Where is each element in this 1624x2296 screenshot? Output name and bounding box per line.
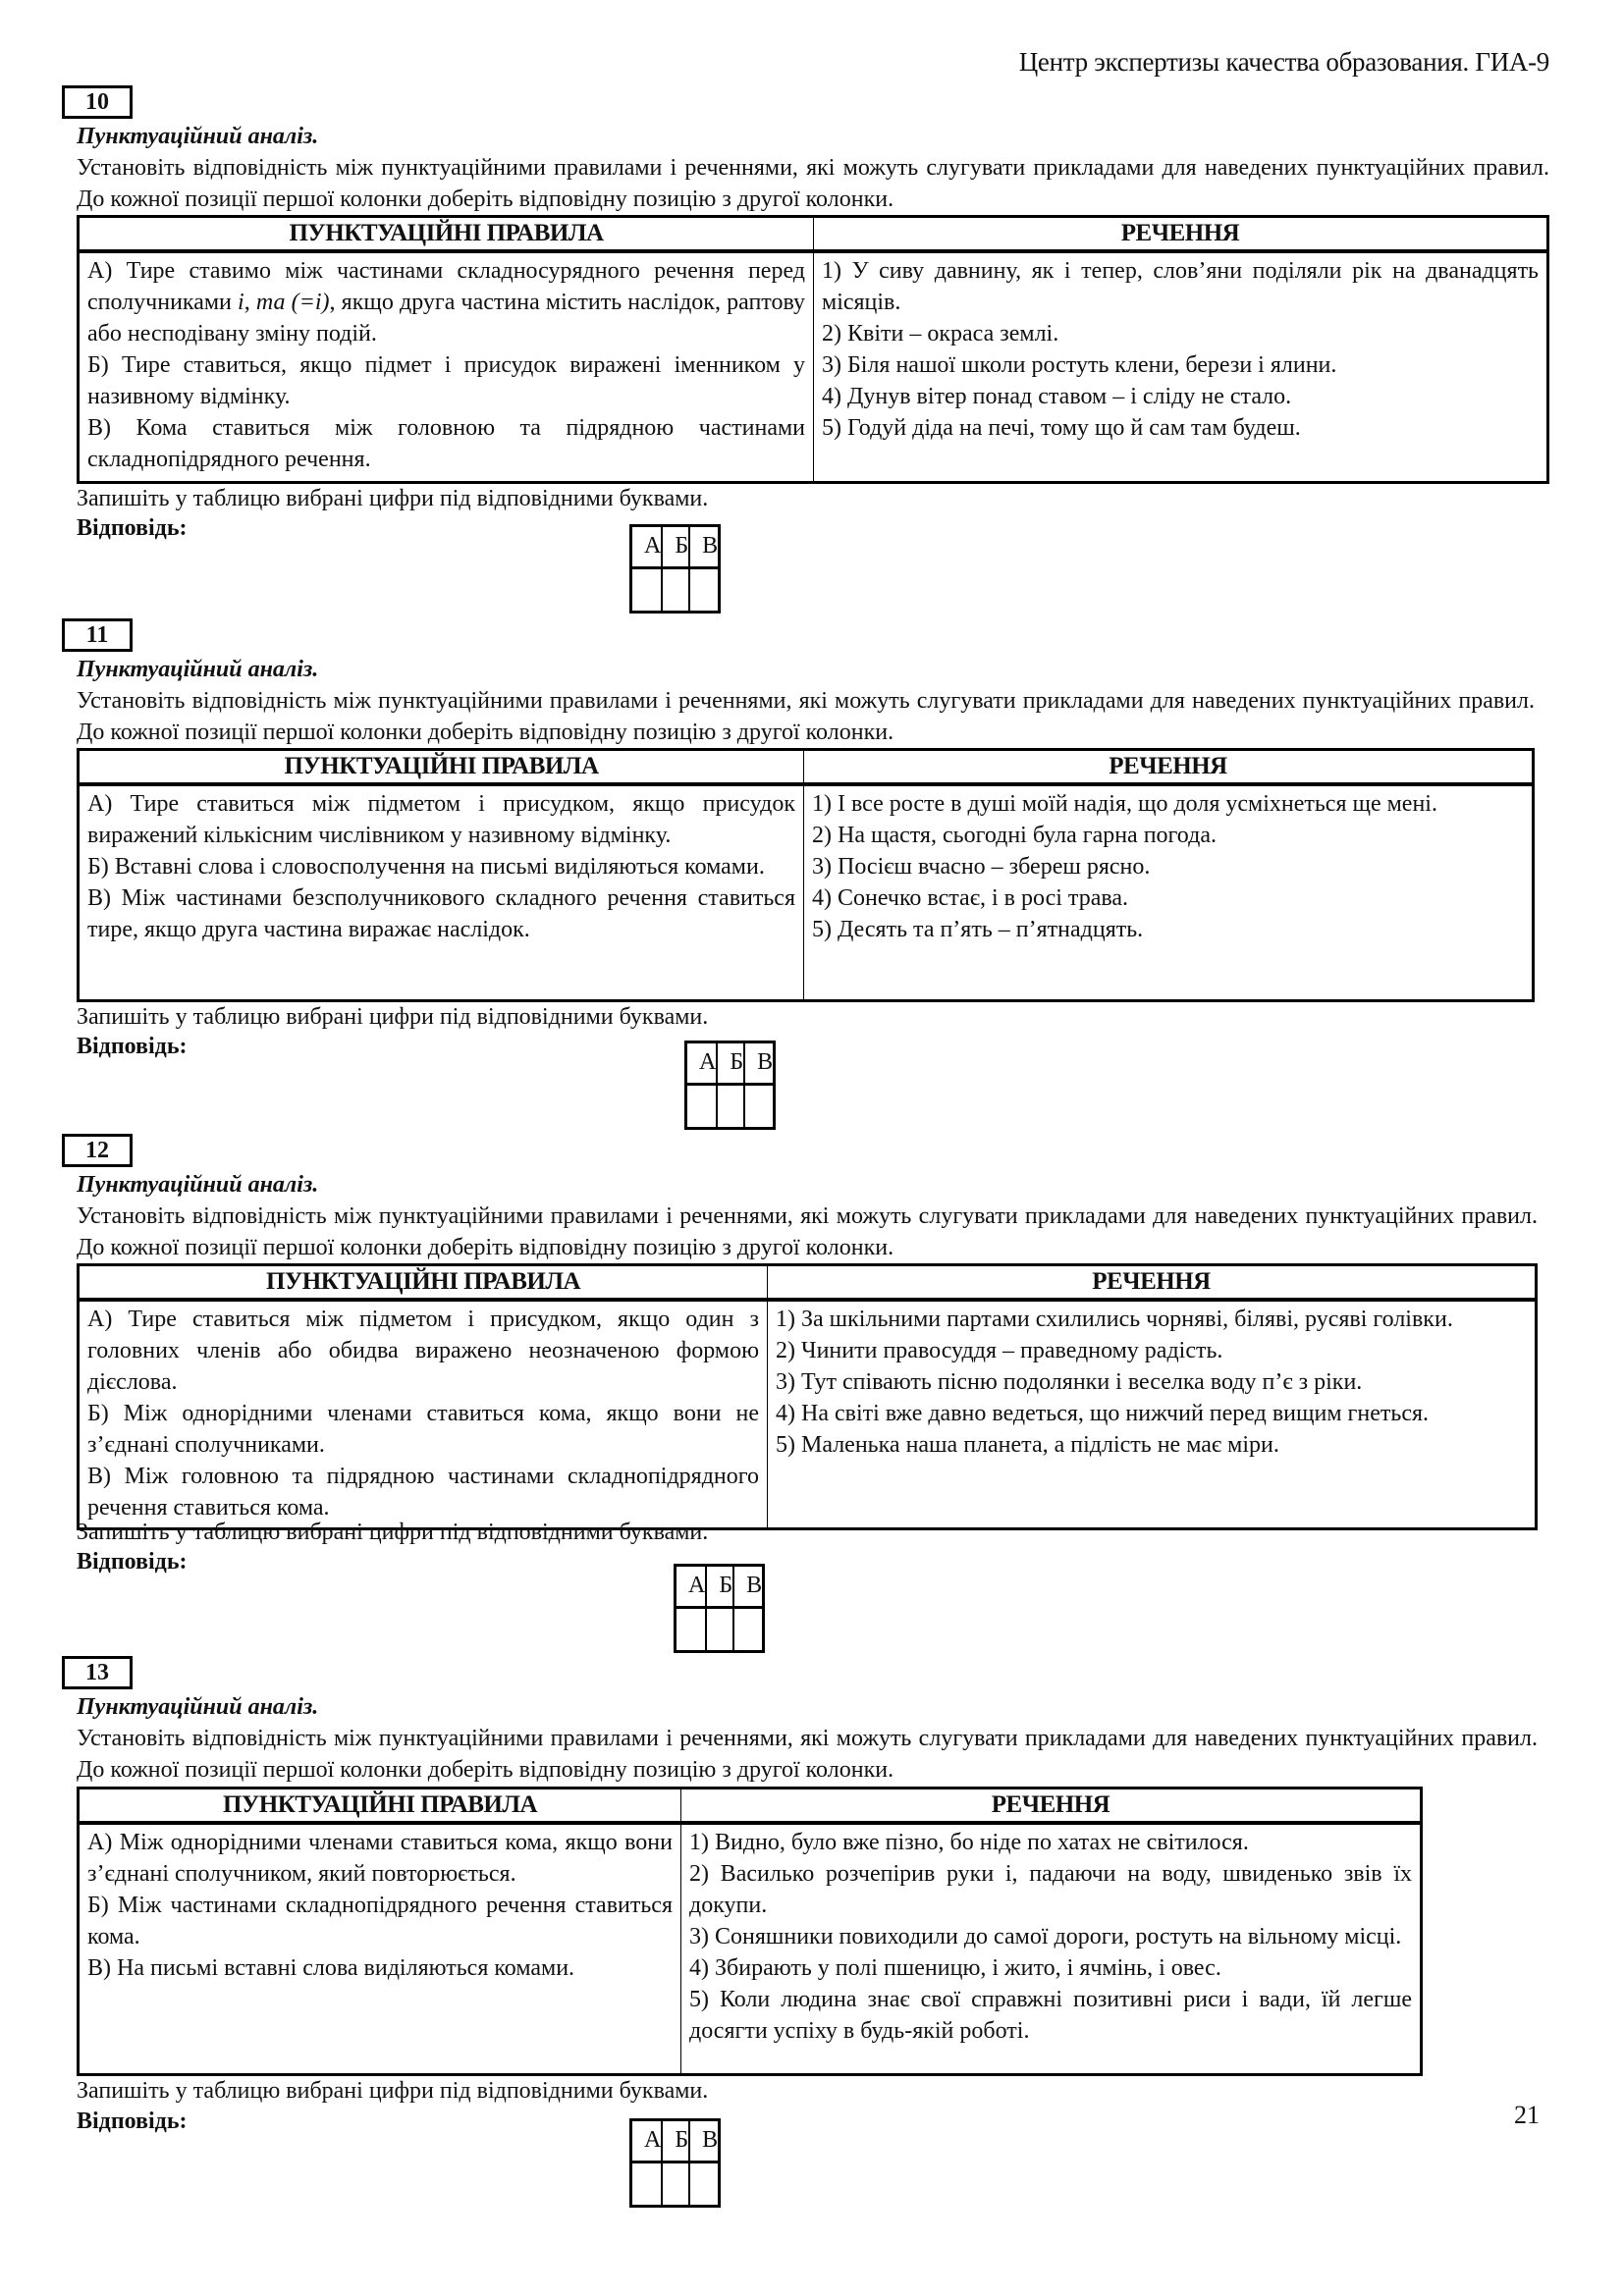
answer-letter-b: Б — [662, 526, 689, 568]
task-subtitle: Пунктуаційний аналіз. — [77, 1172, 319, 1198]
column-header-sentences: РЕЧЕННЯ — [804, 750, 1534, 785]
rule-item-c: В) Між головною та підрядною частинами складнопідрядного речення ставиться кома. — [87, 1464, 759, 1521]
answer-letter-b: Б — [717, 1042, 744, 1085]
answer-input-a[interactable] — [676, 1608, 707, 1652]
rule-item-b: Б) Між частинами складнопідрядного речення ставиться кома. — [87, 1893, 673, 1949]
sentence-item-2: 2) Квіти – окраса землі. — [822, 321, 1059, 347]
write-instruction: Запишіть у таблицю вибрані цифри під відповідними буквами. — [77, 1004, 709, 1030]
answer-label: Відповідь: — [77, 1549, 188, 1575]
answer-label: Відповідь: — [77, 515, 188, 541]
answer-table — [629, 2118, 721, 2208]
answer-letter-b: Б — [706, 1566, 733, 1608]
answer-input-a[interactable] — [631, 568, 663, 613]
write-instruction: Запишіть у таблицю вибрані цифри під відповідними буквами. — [77, 2078, 709, 2104]
write-instruction: Запишіть у таблицю вибрані цифри під відповідними буквами. — [77, 1520, 709, 1545]
column-header-sentences: РЕЧЕННЯ — [681, 1789, 1422, 1824]
sentence-item-3: 3) Тут співають пісню подолянки і веселка воду п’є з ріки. — [776, 1369, 1363, 1395]
answer-letter-a: А — [676, 1566, 707, 1608]
sentence-item-2: 2) Василько розчепірив руки і, падаючи на воду, швиденько звів їх докупи. — [689, 1861, 1412, 1918]
sentence-item-5: 5) Коли людина знає свої справжні позитивні риси і вади, їй легше досягти успіху в будь-якій роботі. — [689, 1987, 1412, 2044]
column-header-sentences: РЕЧЕННЯ — [814, 217, 1548, 252]
sentence-item-2: 2) Чинити правосуддя – праведному радість. — [776, 1338, 1223, 1363]
sentence-item-4: 4) Збирають у полі пшеницю, і жито, і ячмінь, і овес. — [689, 1955, 1221, 1981]
page-header: Центр экспертизы качества образования. ГИА-9 — [1018, 47, 1549, 77]
answer-table — [684, 1041, 776, 1130]
answer-input-a[interactable] — [686, 1085, 718, 1129]
sentence-item-3: 3) Біля нашої школи ростуть клени, берези і ялини. — [822, 352, 1337, 378]
sentences-cell — [768, 1300, 1537, 1529]
sentence-item-1: 1) За шкільними партами схилились чорняві, біляві, русяві голівки. — [776, 1307, 1453, 1332]
sentences-cell — [681, 1823, 1422, 2074]
rules-cell — [79, 1300, 768, 1529]
task-subtitle: Пунктуаційний аналіз. — [77, 124, 319, 149]
answer-input-b[interactable] — [717, 1085, 744, 1129]
answer-input-b[interactable] — [706, 1608, 733, 1652]
rule-item-b: Б) Вставні слова і словосполучення на письмі виділяються комами. — [87, 854, 765, 880]
matching-table — [77, 215, 1549, 484]
task-number-box: 11 — [62, 618, 133, 652]
rule-item-a: А) Між однорідними членами ставиться кома, якщо вони з’єднані сполучником, який повторюється. — [87, 1830, 673, 1887]
answer-input-c[interactable] — [733, 1608, 764, 1652]
rule-item-c: В) Між частинами безсполучникового складного речення ставиться тире, якщо друга частина виражає наслідок. — [87, 885, 795, 942]
matching-table — [77, 748, 1535, 1002]
rule-item-c: В) Кома ставиться між головною та підрядною частинами складнопідрядного речення. — [87, 415, 805, 472]
column-header-rules: ПУНКТУАЦІЙНІ ПРАВИЛА — [79, 1265, 768, 1301]
rule-item-a: А) Тире ставиться між підметом і присудком, якщо присудок виражений кількісним числівником у називному відмінку. — [87, 791, 795, 848]
answer-letter-b: Б — [662, 2120, 689, 2163]
sentence-item-4: 4) Сонечко встає, і в росі трава. — [812, 885, 1129, 911]
sentences-cell — [814, 251, 1548, 482]
sentences-cell — [804, 784, 1534, 1000]
answer-letter-c: В — [744, 1042, 775, 1085]
matching-table — [77, 1787, 1423, 2076]
answer-letter-a: А — [631, 2120, 663, 2163]
column-header-rules: ПУНКТУАЦІЙНІ ПРАВИЛА — [79, 1789, 681, 1824]
sentence-item-4: 4) На світі вже давно ведеться, що нижчий перед вищим гнеться. — [776, 1401, 1430, 1426]
column-header-rules: ПУНКТУАЦІЙНІ ПРАВИЛА — [79, 750, 804, 785]
rules-cell — [79, 1823, 681, 2074]
rule-item-b: Б) Тире ставиться, якщо підмет і присудок виражені іменником у називному відмінку. — [87, 352, 805, 409]
task-number-box: 12 — [62, 1134, 133, 1167]
answer-input-c[interactable] — [689, 2163, 720, 2207]
sentence-item-3: 3) Посієш вчасно – збереш рясно. — [812, 854, 1151, 880]
task-subtitle: Пунктуаційний аналіз. — [77, 657, 319, 682]
answer-letter-c: В — [689, 2120, 720, 2163]
task-instruction: Установіть відповідність між пунктуаційними правилами і реченнями, які можуть слугувати прикладами для наведених пунктуаційних правил. До кожної позиції першої колонки доберіть відповідну позицію з другої колонки. — [77, 1726, 1538, 1783]
sentence-item-5: 5) Десять та п’ять – п’ятнадцять. — [812, 917, 1144, 942]
sentence-item-1: 1) У сиву давнину, як і тепер, слов’яни поділяли рік на дванадцять місяців. — [822, 258, 1539, 315]
rule-item-c: В) На письмі вставні слова виділяються комами. — [87, 1955, 575, 1981]
answer-table — [674, 1564, 765, 1653]
task-number-box: 13 — [62, 1656, 133, 1689]
task-instruction: Установіть відповідність між пунктуаційними правилами і реченнями, які можуть слугувати прикладами для наведених пунктуаційних правил. До кожної позиції першої колонки доберіть відповідну позицію з другої колонки. — [77, 1203, 1538, 1260]
answer-input-c[interactable] — [689, 568, 720, 613]
answer-letter-a: А — [686, 1042, 718, 1085]
column-header-sentences: РЕЧЕННЯ — [768, 1265, 1537, 1301]
sentence-item-5: 5) Маленька наша планета, а підлість не має міри. — [776, 1432, 1279, 1458]
rule-item-a: А) Тире ставимо між частинами складносурядного речення перед сполучниками і, та (=і), якщо друга частина містить наслідок, раптову або несподівану зміну подій. — [87, 258, 805, 347]
write-instruction: Запишіть у таблицю вибрані цифри під відповідними буквами. — [77, 486, 709, 511]
answer-input-b[interactable] — [662, 2163, 689, 2207]
task-subtitle: Пунктуаційний аналіз. — [77, 1694, 319, 1720]
sentence-item-1: 1) Видно, було вже пізно, бо ніде по хатах не світилося. — [689, 1830, 1249, 1855]
task-instruction: Установіть відповідність між пунктуаційними правилами і реченнями, які можуть слугувати прикладами для наведених пунктуаційних правил. До кожної позиції першої колонки доберіть відповідну позицію з другої колонки. — [77, 155, 1549, 212]
task-number-box: 10 — [62, 85, 133, 119]
sentence-item-3: 3) Соняшники повиходили до самої дороги, ростуть на вільному місці. — [689, 1924, 1402, 1949]
answer-input-a[interactable] — [631, 2163, 663, 2207]
column-header-rules: ПУНКТУАЦІЙНІ ПРАВИЛА — [79, 217, 814, 252]
answer-letter-a: А — [631, 526, 663, 568]
sentence-item-4: 4) Дунув вітер понад ставом – і сліду не стало. — [822, 384, 1292, 409]
answer-input-b[interactable] — [662, 568, 689, 613]
rules-cell — [79, 251, 814, 482]
page-number: 21 — [1514, 2101, 1540, 2129]
rule-item-b: Б) Між однорідними членами ставиться кома, якщо вони не з’єднані сполучниками. — [87, 1401, 759, 1458]
answer-input-c[interactable] — [744, 1085, 775, 1129]
sentence-item-1: 1) І все росте в душі моїй надія, що доля усміхнеться ще мені. — [812, 791, 1437, 817]
rule-item-a: А) Тире ставиться між підметом і присудком, якщо один з головних членів або обидва виражено неозначеною формою дієслова. — [87, 1307, 759, 1395]
matching-table — [77, 1263, 1538, 1530]
answer-label: Відповідь: — [77, 2109, 188, 2134]
sentence-item-2: 2) На щастя, сьогодні була гарна погода. — [812, 823, 1217, 848]
sentence-item-5: 5) Годуй діда на печі, тому що й сам там будеш. — [822, 415, 1301, 441]
answer-table — [629, 524, 721, 614]
task-instruction: Установіть відповідність між пунктуаційними правилами і реченнями, які можуть слугувати прикладами для наведених пунктуаційних правил. До кожної позиції першої колонки доберіть відповідну позицію з другої колонки. — [77, 688, 1535, 745]
answer-letter-c: В — [689, 526, 720, 568]
answer-letter-c: В — [733, 1566, 764, 1608]
answer-label: Відповідь: — [77, 1034, 188, 1059]
rules-cell — [79, 784, 804, 1000]
